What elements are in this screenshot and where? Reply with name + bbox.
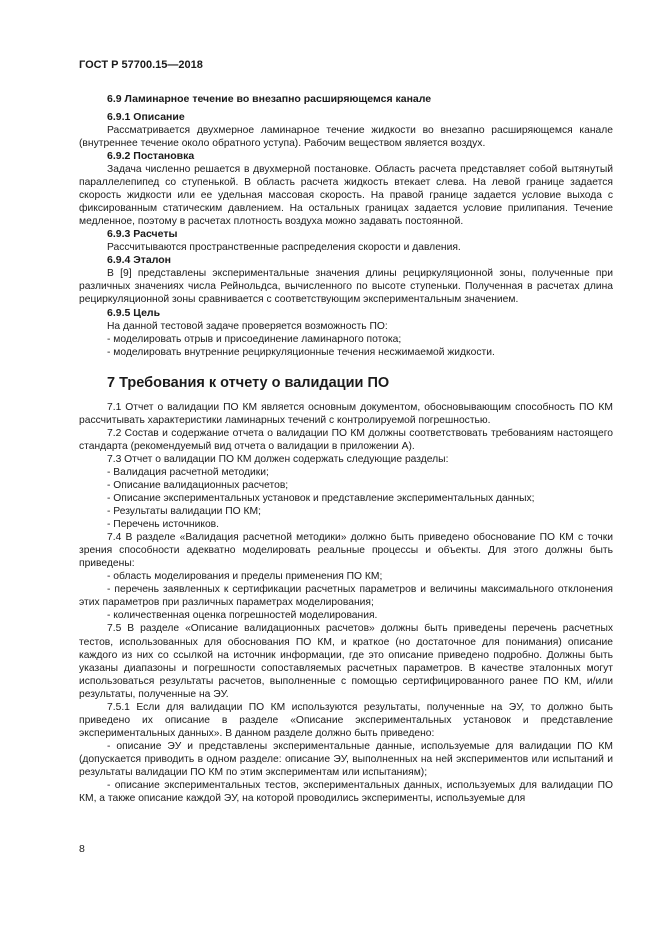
section-6-9-1-text: Рассматривается двухмерное ламинарное течение жидкости во внезапно расширяющемся канале (внутреннее течение около обратного уступа). Рабочим веществом является воздух. xyxy=(79,125,613,150)
list-item: - Результаты валидации ПО КМ; xyxy=(107,506,261,518)
section-6-9-title: 6.9 Ламинарное течение во внезапно расширяющемся канале xyxy=(107,93,432,105)
page-number: 8 xyxy=(79,843,85,855)
paragraph-7-1: 7.1 Отчет о валидации ПО КМ является основным документом, обосновывающим способность ПО КМ рассчитывать характеристики ламинарных течений с контролируемой погрешностью. xyxy=(79,401,613,426)
list-item: - количественная оценка погрешностей моделирования. xyxy=(107,610,378,622)
section-6-9-4-title: 6.9.4 Эталон xyxy=(107,254,172,267)
section-6-9-1-title: 6.9.1 Описание xyxy=(107,111,185,123)
section-7-title: 7 Требования к отчету о валидации ПО xyxy=(107,374,390,391)
paragraph-7-3: 7.3 Отчет о валидации ПО КМ должен содержать следующие разделы: xyxy=(107,453,449,465)
section-6-9-3-text: Рассчитываются пространственные распределения скорости и давления. xyxy=(107,242,461,254)
list-item: - Описание экспериментальных установок и представление экспериментальных данных; xyxy=(107,492,535,504)
list-item: - перечень заявленных к сертификации расчетных параметров и величины максимального отклонения этих параметров при различных параметрах моделирования; xyxy=(79,584,613,609)
list-item: - моделировать отрыв и присоединение ламинарного потока; xyxy=(107,333,402,345)
section-6-9-3-title: 6.9.3 Расчеты xyxy=(107,228,178,241)
document-page xyxy=(79,58,613,805)
list-item: - моделировать внутренние рециркуляционные течения несжимаемой жидкости. xyxy=(107,346,495,358)
list-item: - описание ЭУ и представлены экспериментальные данные, используемые для валидации ПО КМ (допускается приводить в одном разделе: описание ЭУ, выполненных на ней экспериментов или испытаний и результаты валидации ПО КМ по этим экспериментам или испытаниям); xyxy=(79,740,613,778)
section-6-9-4-text: В [9] представлены экспериментальные значения длины рециркуляционной зоны, полученные при различных значениях числа Рейнольдса, вычисленного по высоте ступеньки. Полученная в расчетах длина рециркуляционной зоны сравнивается с соответствующим экспериментальным значением. xyxy=(79,268,613,306)
section-6-9-5-text: На данной тестовой задаче проверяется возможность ПО: xyxy=(107,320,388,332)
paragraph-7-5: 7.5 В разделе «Описание валидационных расчетов» должны быть приведены перечень расчетных тестов, использованных для обоснования ПО КМ, и краткое (но достаточное для понимания) описание каждого из них со ссылкой на источник информации, где это описание приведено подробно. Должны быть указаны диапазоны и погрешности сопоставляемых расчетных параметров. В качестве эталонных могут использоваться результаты расчетов, выполненные с помощью сертифицированного ранее ПО КМ, и/или результаты, полученные на ЭУ. xyxy=(79,623,613,700)
section-6-9-2-title: 6.9.2 Постановка xyxy=(107,150,195,163)
paragraph-7-2: 7.2 Состав и содержание отчета о валидации ПО КМ должны соответствовать требованиям настоящего стандарта (рекомендуемый вид отчета о валидации в приложении А). xyxy=(79,427,613,452)
document-code-header: ГОСТ Р 57700.15—2018 xyxy=(79,59,203,71)
list-item: - Валидация расчетной методики; xyxy=(107,466,269,478)
section-6-9-5-title: 6.9.5 Цель xyxy=(107,306,161,319)
section-6-9-2-text: Задача численно решается в двухмерной постановке. Область расчета представляет собой вытянутый параллелепипед со ступенькой. В область расчета жидкость втекает слева. На левой границе задается скорость жидкости или ее удельная массовая скорость. На правой границе задается условие выхода с фиксированным статическим давлением. На остальных границах задается условие прилипания. Течение медленное, поэтому в расчетах плотность воздуха можно задавать постоянной. xyxy=(79,164,613,228)
paragraph-7-4: 7.4 В разделе «Валидация расчетной методики» должно быть приведено обоснование ПО КМ с точки зрения способности адекватно моделировать реальные процессы и объекты. Для этого должны быть приведены: xyxy=(79,532,613,570)
paragraph-7-5-1: 7.5.1 Если для валидации ПО КМ используются результаты, полученные на ЭУ, то должно быть приведено их описание в разделе «Описание экспериментальных установок и представление экспериментальных данных». В данном разделе должно быть приведено: xyxy=(79,701,613,739)
list-item: - Описание валидационных расчетов; xyxy=(107,479,289,491)
list-item: - описание экспериментальных тестов, экспериментальных данных, используемых для валидации ПО КМ, а также описание каждой ЭУ, на которой проводились эксперименты, используемые для xyxy=(79,780,613,805)
list-item: - область моделирования и пределы применения ПО КМ; xyxy=(107,571,383,583)
list-item: - Перечень источников. xyxy=(107,519,220,531)
